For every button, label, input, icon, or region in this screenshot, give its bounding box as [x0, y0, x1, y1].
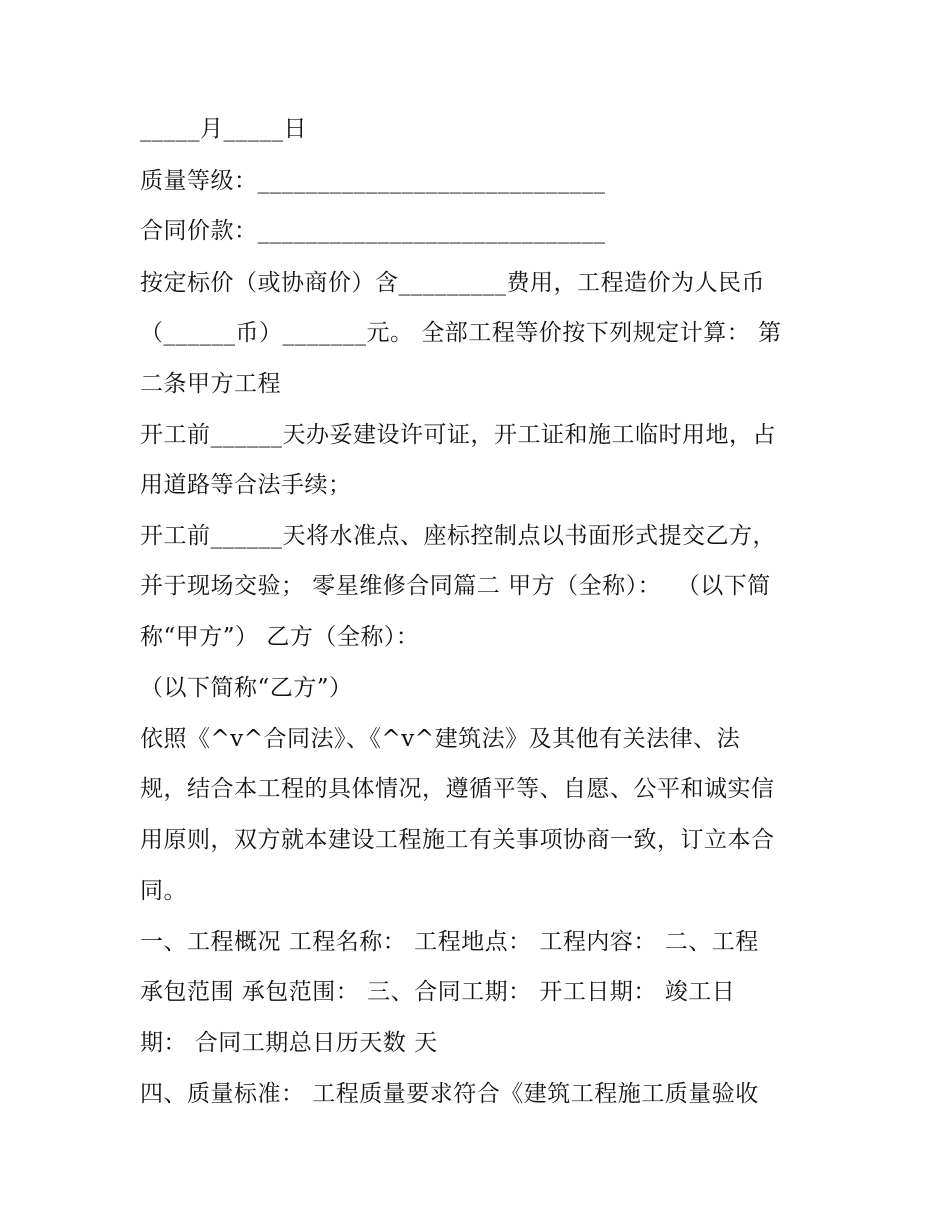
text-line: 一、工程概况 工程名称： 工程地点： 工程内容： 二、工程	[140, 929, 759, 955]
text-line: 质量等级：_____________________________	[140, 168, 606, 194]
text-line: 依照《^v^合同法》、《^v^建筑法》及其他有关法律、法	[140, 726, 741, 752]
text-line: 合同价款：_____________________________	[140, 218, 606, 244]
text-line: 用原则，双方就本建设工程施工有关事项协商一致，订立本合	[140, 827, 775, 853]
text-line: _____月_____日	[140, 116, 307, 142]
text-line: 按定标价（或协商价）含_________费用，工程造价为人民币	[140, 270, 765, 296]
text-line: 用道路等合法手续；	[140, 472, 352, 498]
text-line: 四、质量标准： 工程质量要求符合《建筑工程施工质量验收	[140, 1081, 759, 1107]
text-line: 开工前______天将水准点、座标控制点以书面形式提交乙方，	[140, 523, 776, 549]
text-line: 同。	[140, 878, 187, 904]
text-line: 二条甲方工程	[140, 371, 281, 397]
text-line: （以下简称“乙方”）	[140, 675, 353, 701]
text-line: 开工前______天办妥建设许可证，开工证和施工临时用地，占	[140, 422, 776, 448]
text-line: 并于现场交验； 零星维修合同篇二 甲方（全称）： （以下简	[140, 573, 771, 599]
text-line: 期： 合同工期总日历天数 天	[140, 1030, 438, 1056]
text-line: 称“甲方”） 乙方（全称）：	[140, 624, 420, 650]
text-line: 规，结合本工程的具体情况，遵循平等、自愿、公平和诚实信	[140, 776, 775, 802]
text-line: （______币）_______元。 全部工程等价按下列规定计算： 第	[140, 320, 782, 346]
text-line: 承包范围 承包范围： 三、合同工期： 开工日期： 竣工日	[140, 979, 736, 1005]
